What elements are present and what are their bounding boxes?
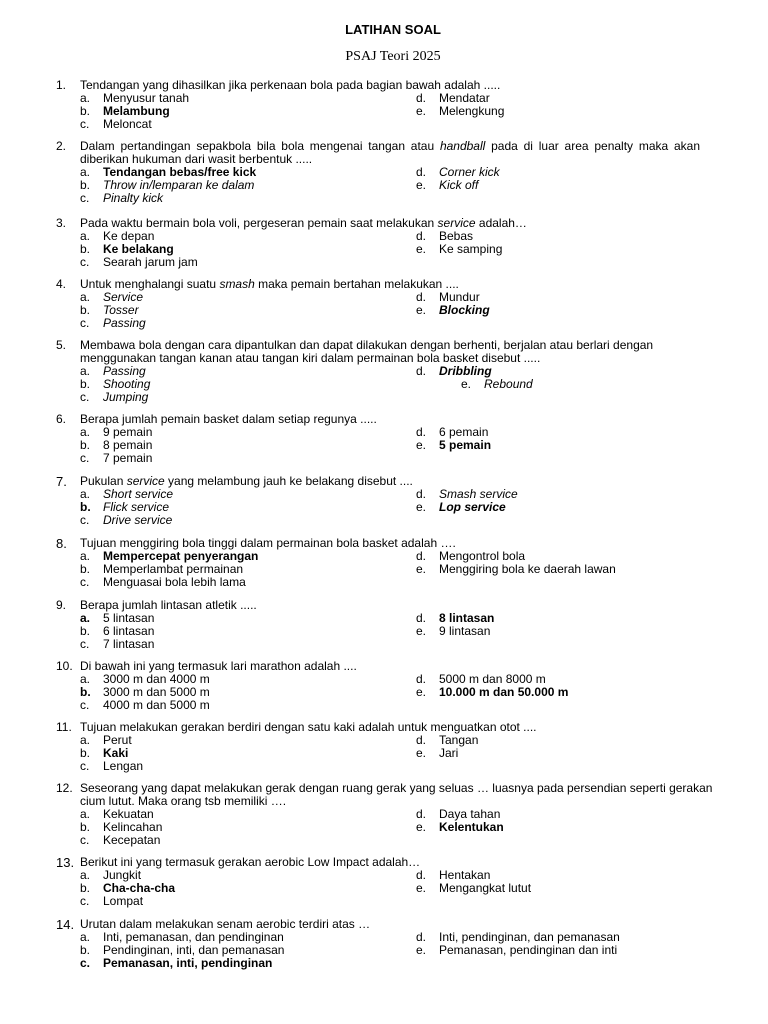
option-letter: a. bbox=[80, 672, 91, 686]
question-number: 13. bbox=[56, 855, 75, 870]
option-text: Kelincahan bbox=[103, 820, 163, 834]
option-letter: e. bbox=[416, 178, 427, 192]
option-text: Corner kick bbox=[439, 165, 500, 179]
question-number: 4. bbox=[56, 277, 67, 291]
option-letter: c. bbox=[80, 513, 90, 527]
option-text: Menyusur tanah bbox=[103, 91, 190, 105]
question-number: 8. bbox=[56, 536, 67, 551]
option-text: Inti, pemanasan, dan pendinginan bbox=[103, 930, 284, 944]
option-letter: d. bbox=[416, 229, 427, 243]
question-number: 2. bbox=[56, 139, 67, 153]
question-number: 5. bbox=[56, 338, 67, 352]
option-text: 5 lintasan bbox=[103, 611, 155, 625]
option-letter: e. bbox=[416, 438, 427, 452]
option-letter: b. bbox=[80, 881, 91, 895]
option-letter: d. bbox=[416, 930, 427, 944]
option-text: Dribbling bbox=[439, 364, 492, 378]
option-text: Rebound bbox=[484, 377, 533, 391]
option-letter: d. bbox=[416, 733, 427, 747]
option-text: Cha-cha-cha bbox=[103, 881, 176, 895]
option-letter: b. bbox=[80, 746, 91, 760]
question-stem: Berikut ini yang termasuk gerakan aerobic Low Impact adalah… bbox=[80, 855, 421, 869]
option-letter: a. bbox=[80, 733, 91, 747]
option-text: 7 pemain bbox=[103, 451, 153, 465]
option-letter: a. bbox=[80, 91, 91, 105]
option-letter: b. bbox=[80, 624, 91, 638]
option-text: Hentakan bbox=[439, 868, 491, 882]
option-text: Blocking bbox=[439, 303, 490, 317]
option-text: Passing bbox=[103, 364, 146, 378]
option-text: Flick service bbox=[103, 500, 170, 514]
option-text: Jumping bbox=[103, 390, 149, 404]
option-text: Daya tahan bbox=[439, 807, 501, 821]
option-letter: c. bbox=[80, 191, 90, 205]
option-text: Tendangan bebas/free kick bbox=[103, 165, 257, 179]
option-text: 7 lintasan bbox=[103, 637, 155, 651]
option-text: Smash service bbox=[439, 487, 518, 501]
option-letter: d. bbox=[416, 364, 427, 378]
option-letter: e. bbox=[416, 820, 427, 834]
question-number: 9. bbox=[56, 598, 67, 612]
option-letter: a. bbox=[80, 229, 91, 243]
option-letter: c. bbox=[80, 316, 90, 330]
option-letter: c. bbox=[80, 698, 90, 712]
option-text: Short service bbox=[103, 487, 174, 501]
option-text: Tangan bbox=[439, 733, 479, 747]
option-text: Searah jarum jam bbox=[103, 255, 198, 269]
question-stem: Tujuan menggiring bola tinggi dalam permainan bola basket adalah …. bbox=[80, 536, 456, 550]
option-letter: b. bbox=[80, 685, 91, 699]
option-letter: c. bbox=[80, 956, 91, 970]
option-letter: b. bbox=[80, 438, 91, 452]
option-text: Ke belakang bbox=[103, 242, 174, 256]
option-letter: b. bbox=[80, 104, 91, 118]
option-text: Passing bbox=[103, 316, 146, 330]
option-letter: d. bbox=[416, 487, 427, 501]
option-text: 9 lintasan bbox=[439, 624, 491, 638]
question-number: 6. bbox=[56, 412, 67, 426]
question-number: 14. bbox=[56, 917, 75, 932]
option-text: 5 pemain bbox=[439, 438, 492, 452]
question-stem: Tendangan yang dihasilkan jika perkenaan bola pada bagian bawah adalah ..... bbox=[80, 78, 501, 92]
option-text: 8 lintasan bbox=[439, 611, 495, 625]
question-stem: Membawa bola dengan cara dipantulkan dan dapat dilakukan dengan berhenti, berjalan atau berlari dengan menggunakan tangan kanan atau tangan kiri dalam permainan bola basket disebut ..... bbox=[80, 338, 654, 365]
question-stem: Pada waktu bermain bola voli, pergeseran pemain saat melakukan service adalah… bbox=[80, 216, 527, 230]
question-number: 12. bbox=[56, 781, 73, 795]
option-text: Jari bbox=[439, 746, 459, 760]
option-letter: a. bbox=[80, 487, 91, 501]
option-letter: c. bbox=[80, 833, 90, 847]
option-letter: c. bbox=[80, 451, 90, 465]
option-letter: a. bbox=[80, 611, 91, 625]
option-letter: d. bbox=[416, 807, 427, 821]
option-letter: a. bbox=[80, 549, 91, 563]
option-letter: a. bbox=[80, 425, 91, 439]
option-letter: c. bbox=[80, 637, 90, 651]
question-stem: Untuk menghalangi suatu smash maka pemain bertahan melakukan .... bbox=[80, 277, 459, 291]
option-letter: e. bbox=[416, 562, 427, 576]
option-letter: e. bbox=[416, 685, 427, 699]
option-letter: a. bbox=[80, 364, 91, 378]
page-title: LATIHAN SOAL bbox=[345, 22, 441, 37]
option-letter: c. bbox=[80, 575, 90, 589]
question-stem: Urutan dalam melakukan senam aerobic terdiri atas … bbox=[80, 917, 371, 931]
option-letter: e. bbox=[416, 624, 427, 638]
option-text: 3000 m dan 5000 m bbox=[103, 685, 210, 699]
option-letter: b. bbox=[80, 500, 91, 514]
option-text: Inti, pendinginan, dan pemanasan bbox=[439, 930, 620, 944]
option-text: Bebas bbox=[439, 229, 474, 243]
option-text: Lop service bbox=[439, 500, 506, 514]
option-text: Memperlambat permainan bbox=[103, 562, 244, 576]
option-letter: c. bbox=[80, 117, 90, 131]
option-letter: b. bbox=[80, 820, 91, 834]
option-letter: c. bbox=[80, 255, 90, 269]
option-letter: e. bbox=[416, 242, 427, 256]
option-text: Kaki bbox=[103, 746, 129, 760]
option-text: 10.000 m dan 50.000 m bbox=[439, 685, 569, 699]
option-letter: d. bbox=[416, 549, 427, 563]
option-text: Melengkung bbox=[439, 104, 505, 118]
question-stem: Berapa jumlah pemain basket dalam setiap regunya ..... bbox=[80, 412, 377, 426]
option-letter: d. bbox=[416, 290, 427, 304]
option-text: Kekuatan bbox=[103, 807, 154, 821]
option-text: Ke samping bbox=[439, 242, 503, 256]
option-text: Mengangkat lutut bbox=[439, 881, 532, 895]
option-text: Lompat bbox=[103, 894, 144, 908]
option-letter: e. bbox=[416, 500, 427, 514]
page-subtitle: PSAJ Teori 2025 bbox=[345, 49, 441, 64]
option-text: Mengontrol bola bbox=[439, 549, 526, 563]
question-number: 7. bbox=[56, 474, 67, 489]
option-text: Mempercepat penyerangan bbox=[103, 549, 259, 563]
option-text: 3000 m dan 4000 m bbox=[103, 672, 210, 686]
option-text: Meloncat bbox=[103, 117, 152, 131]
option-text: Drive service bbox=[103, 513, 173, 527]
option-text: Lengan bbox=[103, 759, 144, 773]
option-letter: b. bbox=[80, 943, 91, 957]
option-letter: d. bbox=[416, 611, 427, 625]
question-number: 1. bbox=[56, 78, 67, 92]
question-number: 3. bbox=[56, 216, 67, 230]
option-text: Pinalty kick bbox=[103, 191, 164, 205]
option-letter: b. bbox=[80, 562, 91, 576]
option-letter: e. bbox=[416, 943, 427, 957]
option-text: Melambung bbox=[103, 104, 170, 118]
option-text: Kick off bbox=[439, 178, 479, 192]
option-text: Menggiring bola ke daerah lawan bbox=[439, 562, 616, 576]
option-text: Tosser bbox=[103, 303, 139, 317]
option-text: Mundur bbox=[439, 290, 480, 304]
option-letter: e. bbox=[416, 303, 427, 317]
option-letter: d. bbox=[416, 425, 427, 439]
option-text: Throw in/lemparan ke dalam bbox=[103, 178, 255, 192]
option-letter: a. bbox=[80, 868, 91, 882]
option-text: 5000 m dan 8000 m bbox=[439, 672, 546, 686]
option-text: Kelentukan bbox=[439, 820, 504, 834]
option-text: 6 pemain bbox=[439, 425, 489, 439]
option-text: Kecepatan bbox=[103, 833, 161, 847]
option-letter: b. bbox=[80, 303, 91, 317]
option-letter: a. bbox=[80, 807, 91, 821]
option-letter: d. bbox=[416, 672, 427, 686]
option-text: Ke depan bbox=[103, 229, 155, 243]
option-letter: a. bbox=[80, 290, 91, 304]
option-text: Mendatar bbox=[439, 91, 490, 105]
option-text: Jungkit bbox=[103, 868, 142, 882]
question-number: 10. bbox=[56, 659, 73, 673]
option-letter: a. bbox=[80, 165, 91, 179]
question-stem: Berapa jumlah lintasan atletik ..... bbox=[80, 598, 257, 612]
option-text: 4000 m dan 5000 m bbox=[103, 698, 210, 712]
question-stem: Dalam pertandingan sepakbola bila bola mengenai tangan atau handball pada di luar area penalty maka akan diberikan hukuman dari wasit berbentuk ..... bbox=[80, 139, 700, 166]
option-letter: d. bbox=[416, 91, 427, 105]
option-letter: e. bbox=[416, 746, 427, 760]
option-letter: b. bbox=[80, 377, 91, 391]
option-text: 8 pemain bbox=[103, 438, 153, 452]
option-letter: b. bbox=[80, 242, 91, 256]
question-number: 11. bbox=[56, 720, 72, 734]
option-text: Shooting bbox=[103, 377, 151, 391]
option-text: Pendinginan, inti, dan pemanasan bbox=[103, 943, 285, 957]
option-letter: e. bbox=[461, 377, 472, 391]
question-stem: Pukulan service yang melambung jauh ke belakang disebut .... bbox=[80, 474, 413, 488]
option-text: Menguasai bola lebih lama bbox=[103, 575, 246, 589]
option-letter: c. bbox=[80, 759, 90, 773]
question-stem: Tujuan melakukan gerakan berdiri dengan satu kaki adalah untuk menguatkan otot .... bbox=[80, 720, 537, 734]
option-text: Pemanasan, pendinginan dan inti bbox=[439, 943, 618, 957]
option-letter: d. bbox=[416, 868, 427, 882]
question-stem: Di bawah ini yang termasuk lari marathon adalah .... bbox=[80, 659, 357, 673]
option-text: Perut bbox=[103, 733, 132, 747]
option-letter: d. bbox=[416, 165, 427, 179]
option-letter: c. bbox=[80, 390, 90, 404]
option-letter: e. bbox=[416, 104, 427, 118]
option-letter: c. bbox=[80, 894, 90, 908]
question-stem: Seseorang yang dapat melakukan gerak dengan ruang gerak yang seluas … luasnya pada persendian seperti gerakan cium lutut. Maka orang tsb memiliki …. bbox=[80, 781, 713, 808]
option-letter: e. bbox=[416, 881, 427, 895]
option-letter: b. bbox=[80, 178, 91, 192]
option-text: 9 pemain bbox=[103, 425, 153, 439]
option-letter: a. bbox=[80, 930, 91, 944]
option-text: 6 lintasan bbox=[103, 624, 155, 638]
option-text: Service bbox=[103, 290, 144, 304]
option-text: Pemanasan, inti, pendinginan bbox=[103, 956, 273, 970]
